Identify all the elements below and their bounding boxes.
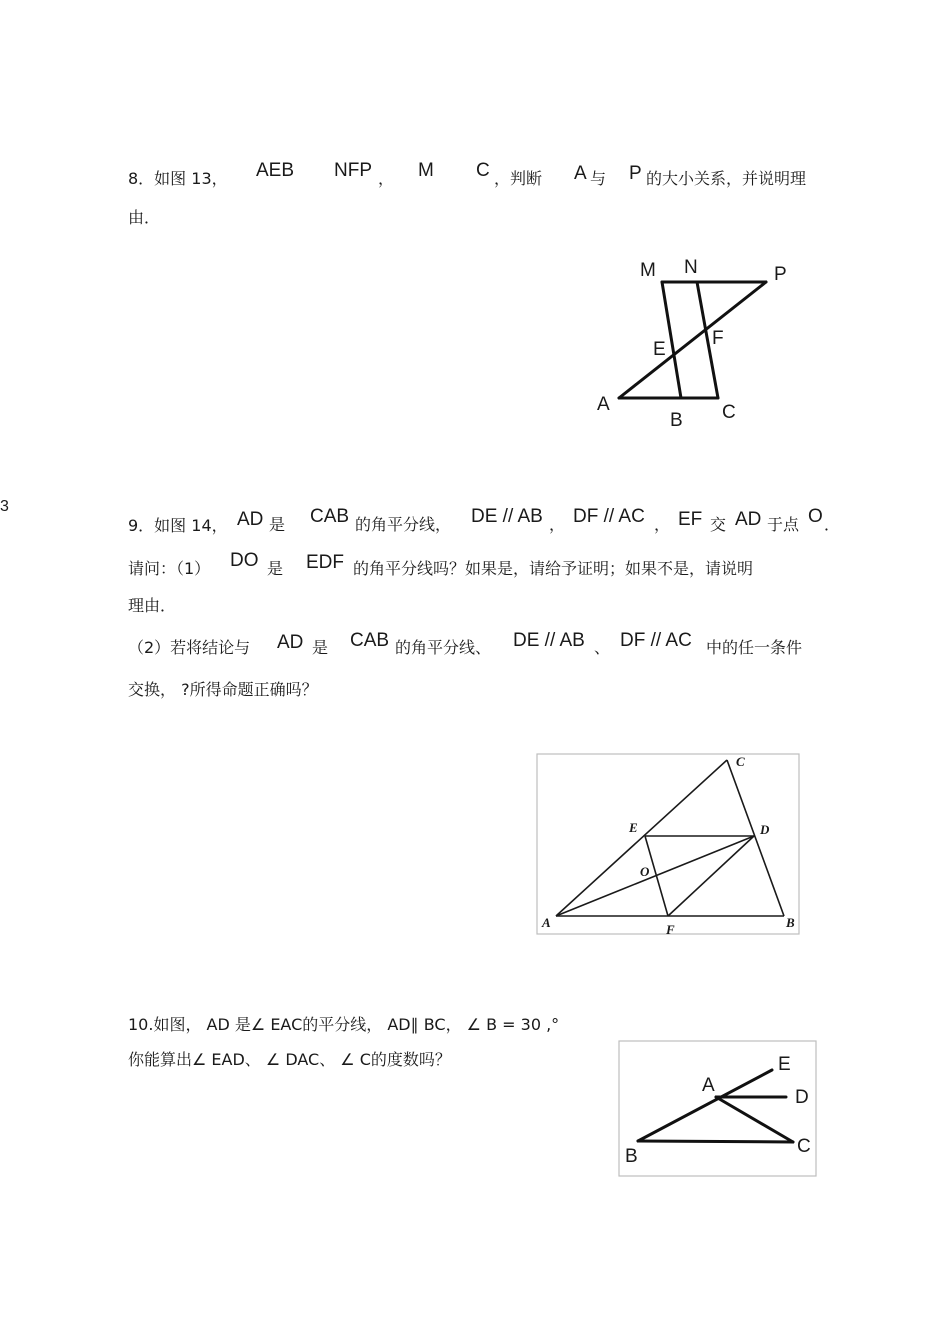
q9-label-b: B xyxy=(786,915,795,930)
q9-comma-1: ， xyxy=(549,515,566,534)
q8-and: 与 xyxy=(590,169,607,188)
q9-swap: 交换， ?所得命题正确吗？ xyxy=(128,680,318,699)
q9-cab-2: CAB xyxy=(350,630,390,651)
q10-figure-frame xyxy=(619,1041,816,1176)
q9-label-f: F xyxy=(666,922,675,937)
q9-label-o: O xyxy=(640,864,650,879)
page-marker: 3 xyxy=(0,498,9,515)
q9-do: DO xyxy=(230,550,259,571)
q9-is-3: 是 xyxy=(312,638,329,657)
q9-df-ac-2: DF // AC xyxy=(620,630,692,651)
q8-label-c: C xyxy=(722,402,736,423)
q8-line-2: 由． xyxy=(128,208,161,227)
q10-label-a: A xyxy=(702,1075,715,1096)
q8-label-p: P xyxy=(774,264,787,285)
q9-ef: EF xyxy=(678,509,703,530)
q10-line-2: 你能算出∠ EAD、 ∠ DAC、 ∠ C的度数吗？ xyxy=(128,1050,451,1069)
q8-label-a: A xyxy=(597,394,610,415)
q8-angle-aeb: AEB xyxy=(256,160,295,181)
q9-bisector: 的角平分线， xyxy=(355,515,452,534)
q8-angle-m: M xyxy=(418,160,434,181)
q9-figure-frame xyxy=(537,754,799,934)
q9-label-d: D xyxy=(760,822,770,837)
q9-df-ac: DF // AC xyxy=(573,506,645,527)
q8-angle-c: C xyxy=(476,160,490,181)
q9-label-a: A xyxy=(542,915,551,930)
q8-label-f: F xyxy=(712,328,724,349)
q8-label-m: M xyxy=(640,260,656,281)
q9-ask-1: 请问：（1） xyxy=(128,559,211,578)
q8-judge: ，判断 xyxy=(494,169,543,188)
q8-angle-a: A xyxy=(574,163,587,184)
q8-label-n: N xyxy=(684,257,698,278)
q9-period: ． xyxy=(824,515,841,534)
q9-ad: AD xyxy=(237,509,264,530)
q8-label-b: B xyxy=(670,410,683,431)
q9-intersect: 交 xyxy=(710,515,727,534)
q9-at-point: 于点 xyxy=(767,515,800,534)
q10-line-1: 10.如图， AD 是∠ EAC的平分线， AD∥ BC， ∠ B = 30 ,° xyxy=(128,1015,560,1034)
q8-question-text: 的大小关系，并说明理 xyxy=(646,169,807,188)
q9-sep: 、 xyxy=(594,638,611,657)
q8-label-e: E xyxy=(653,339,666,360)
q9-comma-2: ， xyxy=(654,515,671,534)
q9-de-ab-2: DE // AB xyxy=(513,630,585,651)
q10-label-e: E xyxy=(778,1054,791,1075)
q9-ask-rest: 的角平分线吗？如果是，请给予证明；如果不是，请说明 xyxy=(353,559,754,578)
q9-label-c: C xyxy=(736,754,745,769)
q8-angle-p: P xyxy=(629,163,642,184)
q9-o: O xyxy=(808,506,823,527)
q8-number: 8．如图 13， xyxy=(128,169,228,188)
q9-number: 9．如图 14， xyxy=(128,516,228,535)
q9-bisector-2: 的角平分线、 xyxy=(395,638,492,657)
q9-ad-2: AD xyxy=(735,509,762,530)
q9-ad-3: AD xyxy=(277,632,304,653)
q8-comma-1: ， xyxy=(378,169,395,188)
q9-de-ab: DE // AB xyxy=(471,506,543,527)
q10-label-b: B xyxy=(625,1146,638,1167)
q9-label-e: E xyxy=(629,820,638,835)
q9-edf: EDF xyxy=(306,552,344,573)
q8-angle-nfp: NFP xyxy=(334,160,372,181)
q9-reason: 理由． xyxy=(128,596,177,615)
q9-part2: （2）若将结论与 xyxy=(128,638,251,657)
q9-is: 是 xyxy=(269,515,286,534)
q10-label-c: C xyxy=(797,1136,811,1157)
q9-is-2: 是 xyxy=(267,559,284,578)
q9-any-condition: 中的任一条件 xyxy=(706,638,803,657)
q10-label-d: D xyxy=(795,1087,809,1108)
q9-cab: CAB xyxy=(310,506,350,527)
